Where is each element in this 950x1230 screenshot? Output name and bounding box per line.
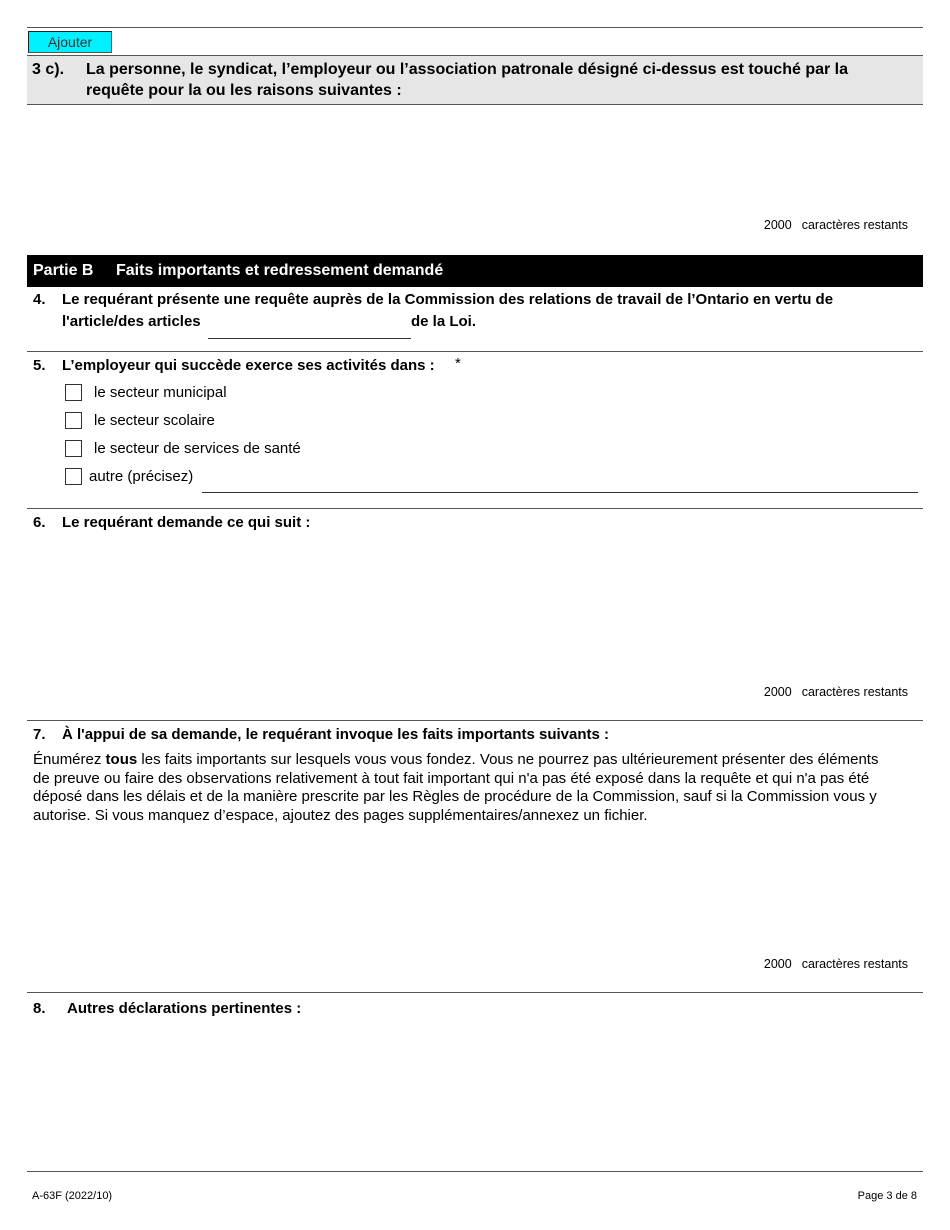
- footer-page-number: Page 3 de 8: [857, 1190, 917, 1202]
- q7-bottom-rule: [27, 992, 923, 993]
- q5-number: 5.: [33, 357, 46, 374]
- q4-text-line2-before: l'article/des articles: [62, 313, 201, 330]
- section-3c-title-line2: requête pour la ou les raisons suivantes :: [86, 82, 402, 99]
- section-3c-title-line1: La personne, le syndicat, l’employeur ou l’association patronale désigné ci-dessus est touché par la: [86, 61, 848, 78]
- option-scolaire-label: le secteur scolaire: [94, 412, 215, 429]
- q7-instructions: [33, 751, 923, 825]
- q7-instructions-line1: [33, 751, 923, 770]
- section-3c-counter-value: 2000: [763, 218, 792, 232]
- q7-line1-pre: Énumérez: [33, 751, 102, 768]
- part-b-title: Faits importants et redressement demandé: [116, 262, 444, 279]
- q7-line1-bold: tous: [105, 751, 138, 768]
- checkbox-scolaire[interactable]: [65, 412, 82, 429]
- q4-text-line2-after: de la Loi.: [411, 313, 477, 330]
- autre-precisez-input[interactable]: [202, 472, 918, 493]
- q4-articles-input[interactable]: [208, 318, 411, 339]
- q7-instructions-line2: de preuve ou faire des observations relativement à tout fait important qui n'a pas été exposé dans la requête et qui n'a pas été: [33, 769, 870, 787]
- q4-number: 4.: [33, 291, 46, 308]
- q6-text-area[interactable]: [30, 540, 924, 679]
- footer-rule: [27, 1171, 923, 1172]
- checkbox-autre[interactable]: [65, 468, 82, 485]
- q5-bottom-rule: [27, 508, 923, 509]
- part-b-label: Partie B: [33, 262, 94, 279]
- section-3c-text-area[interactable]: [30, 108, 924, 212]
- option-sante-label: le secteur de services de santé: [94, 440, 301, 457]
- q5-text: L’employeur qui succède exerce ses activités dans :: [62, 357, 435, 374]
- q7-text: À l'appui de sa demande, le requérant invoque les faits importants suivants :: [62, 726, 610, 743]
- q7-text-area[interactable]: [30, 832, 924, 951]
- q7-number: 7.: [33, 726, 46, 743]
- q4-text-line1: Le requérant présente une requête auprès de la Commission des relations de travail de l’Ontario en vertu de: [62, 291, 834, 308]
- q5-required-marker: *: [455, 355, 461, 372]
- option-municipal-label: le secteur municipal: [94, 384, 227, 401]
- part-b-header: [27, 255, 923, 287]
- add-button[interactable]: Ajouter: [28, 31, 112, 53]
- top-rule: [27, 27, 923, 28]
- checkbox-municipal[interactable]: [65, 384, 82, 401]
- q7-line1-post: les faits importants sur lesquels vous vous fondez. Vous ne pourrez pas ultérieurement présenter des éléments: [141, 751, 879, 768]
- section-3c-header: [27, 55, 923, 105]
- q8-number: 8.: [33, 1000, 46, 1017]
- q6-counter-value: 2000: [763, 685, 792, 699]
- option-autre-label: autre (précisez): [89, 468, 194, 485]
- q8-text-area[interactable]: [30, 1026, 924, 1165]
- q7-counter-value: 2000: [763, 957, 792, 971]
- q6-bottom-rule: [27, 720, 923, 721]
- q7-counter-label: caractères restants: [801, 957, 908, 971]
- section-3c-number: 3 c).: [32, 61, 65, 78]
- q7-char-counter: [764, 957, 908, 971]
- q6-number: 6.: [33, 514, 46, 531]
- q7-instructions-line3: déposé dans les délais et de la manière prescrite par les Règles de procédure de la Commission, sauf si la Commission vous y: [33, 788, 877, 805]
- q4-bottom-rule: [27, 351, 923, 352]
- q6-text: Le requérant demande ce qui suit :: [62, 514, 311, 531]
- section-3c-counter-label: caractères restants: [801, 218, 908, 232]
- q6-char-counter: [764, 685, 908, 699]
- q6-counter-label: caractères restants: [801, 685, 908, 699]
- section-3c-char-counter: [764, 218, 908, 232]
- footer-form-id: A-63F (2022/10): [32, 1190, 113, 1202]
- q7-instructions-line4: autorise. Si vous manquez d’espace, ajoutez des pages supplémentaires/annexez un fichier.: [33, 806, 648, 824]
- checkbox-sante[interactable]: [65, 440, 82, 457]
- q8-text: Autres déclarations pertinentes :: [67, 1000, 302, 1017]
